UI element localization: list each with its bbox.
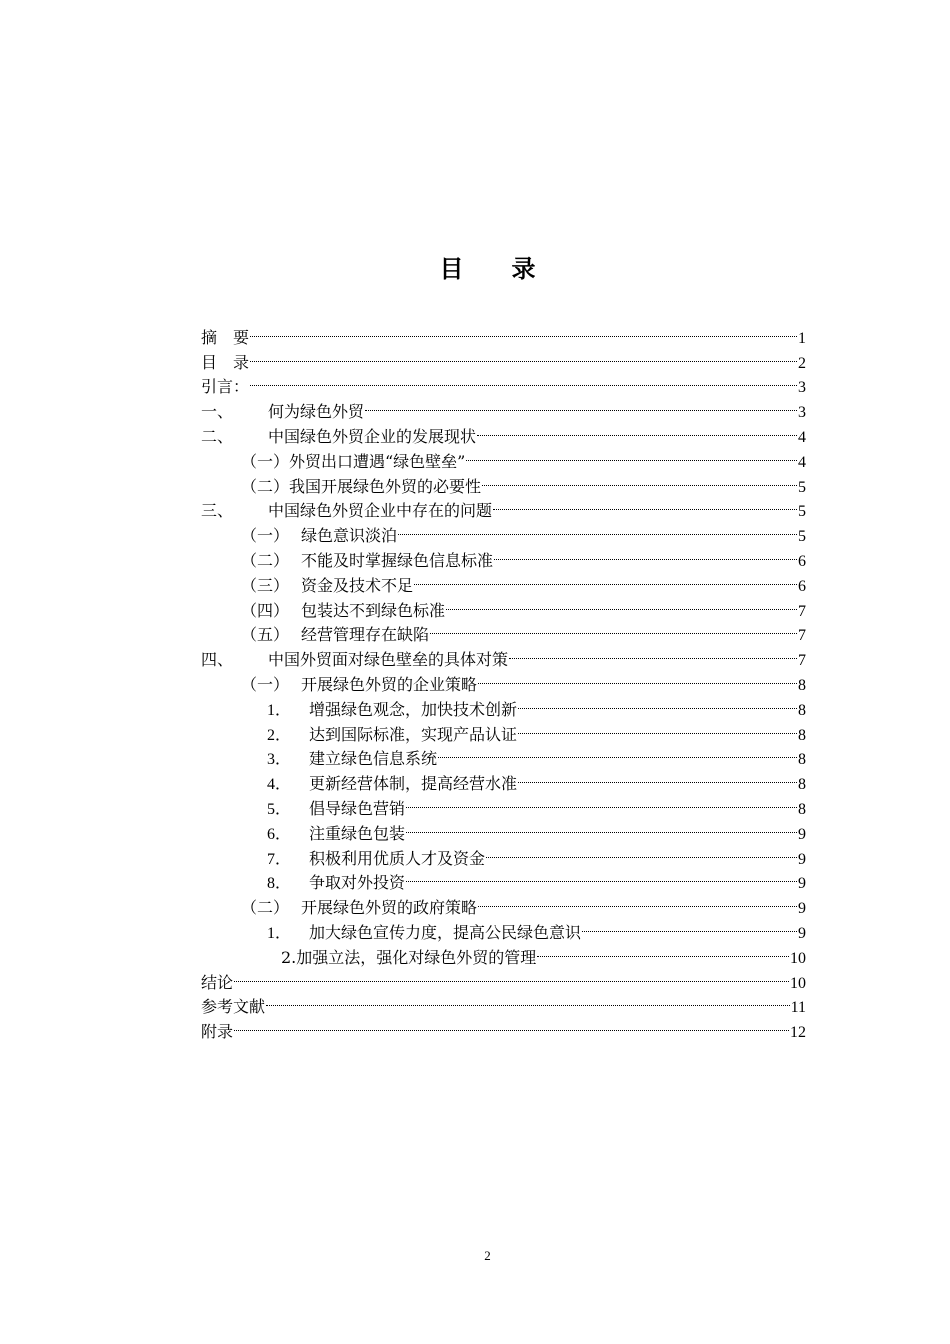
toc-entry-page: 8 xyxy=(798,676,806,694)
toc-entry-page: 8 xyxy=(798,776,806,794)
toc-dot-leader xyxy=(438,740,797,765)
toc-entry-number: （四） xyxy=(241,600,290,620)
toc-entry-label: 参考文献 xyxy=(201,997,266,1017)
toc-entry-number: （三） xyxy=(241,575,290,595)
toc-entry-number: （一） xyxy=(241,526,290,546)
toc-entry-number: 三、 xyxy=(201,501,234,521)
title-char-1: 目 xyxy=(439,255,464,283)
toc-dot-leader xyxy=(250,343,797,368)
toc-entry-label: 结论 xyxy=(201,972,234,992)
toc-dot-leader xyxy=(234,1012,789,1037)
toc-dot-leader xyxy=(365,392,797,417)
toc-entry-label: 绿色意识淡泊 xyxy=(301,526,398,546)
toc-entry-page: 8 xyxy=(798,701,806,719)
toc-dot-leader xyxy=(430,616,797,641)
toc-entry-label: 达到国际标准，实现产品认证 xyxy=(309,724,518,744)
toc-dot-leader xyxy=(406,814,797,839)
toc-entry-number: （一） xyxy=(241,674,290,694)
toc-entry-number: 1． xyxy=(267,924,292,942)
toc-entry-number: 8． xyxy=(267,875,292,893)
toc-entry-label: 增强绿色观念，加快技术创新 xyxy=(309,699,518,719)
toc-dot-leader xyxy=(466,442,797,467)
toc-entry-label: 包装达不到绿色标准 xyxy=(301,600,446,620)
toc-dot-leader xyxy=(250,368,797,393)
toc-entry-label: 开展绿色外贸的政府策略 xyxy=(301,898,478,918)
toc-entry-page: 6 xyxy=(798,577,806,595)
toc-dot-leader xyxy=(518,690,797,715)
toc-entry-label: 摘 要 xyxy=(201,327,250,347)
toc-entry[interactable] xyxy=(201,1012,806,1042)
toc-entry-page: 3 xyxy=(798,404,806,422)
toc-dot-leader xyxy=(406,789,797,814)
toc-entry-page: 5 xyxy=(798,528,806,546)
toc-entry-label: 倡导绿色营销 xyxy=(309,798,406,818)
toc-entry-page: 9 xyxy=(798,825,806,843)
toc-dot-leader xyxy=(482,467,797,492)
toc-entry-page: 8 xyxy=(798,751,806,769)
toc-dot-leader xyxy=(518,715,797,740)
toc-entry-label: 附录 xyxy=(201,1022,234,1042)
title-char-2: 录 xyxy=(511,255,536,283)
toc-entry-page: 5 xyxy=(798,478,806,496)
toc-entry-label: 中国绿色外贸企业的发展现状 xyxy=(268,426,477,446)
toc-entry-label: 2.加强立法，强化对绿色外贸的管理 xyxy=(281,947,537,967)
toc-dot-leader xyxy=(266,988,790,1013)
toc-dot-leader xyxy=(478,888,797,913)
toc-entry-number: （二） xyxy=(241,898,290,918)
toc-dot-leader xyxy=(406,864,797,889)
toc-entry-number: 5． xyxy=(267,800,292,818)
toc-entry[interactable] xyxy=(201,988,806,1017)
toc-entry-label: （二）我国开展绿色外贸的必要性 xyxy=(241,476,482,496)
toc-entry-label: 积极利用优质人才及资金 xyxy=(309,848,486,868)
toc-entry-page: 7 xyxy=(798,602,806,620)
toc-entry-label: 中国外贸面对绿色壁垒的具体对策 xyxy=(268,650,509,670)
toc-entry-label: 注重绿色包装 xyxy=(309,823,406,843)
toc-dot-leader xyxy=(234,963,789,988)
toc-entry-number: （五） xyxy=(241,625,290,645)
toc-entry-page: 4 xyxy=(798,453,806,471)
toc-entry-page: 9 xyxy=(798,875,806,893)
toc-entry-number: 1． xyxy=(267,701,292,719)
toc-dot-leader xyxy=(486,839,797,864)
toc-entry-label: 建立绿色信息系统 xyxy=(309,749,438,769)
toc-entry-label: 加大绿色宣传力度，提高公民绿色意识 xyxy=(309,922,582,942)
toc-entry-page: 11 xyxy=(790,999,806,1017)
toc-dot-leader xyxy=(414,566,797,591)
toc-entry-number: 6． xyxy=(267,825,292,843)
toc-entry-number: 7． xyxy=(267,850,292,868)
toc-entry-page: 4 xyxy=(798,428,806,446)
toc-entry-page: 10 xyxy=(790,974,806,992)
toc-entry-page: 10 xyxy=(790,949,806,967)
toc-entry-page: 8 xyxy=(798,800,806,818)
toc-entry-number: 四、 xyxy=(201,650,234,670)
toc-entry-page: 2 xyxy=(798,354,806,372)
toc-dot-leader xyxy=(582,913,797,938)
toc-entry-number: 二、 xyxy=(201,426,234,446)
toc-entry-page: 7 xyxy=(798,627,806,645)
table-of-contents xyxy=(201,318,806,1042)
toc-entry[interactable] xyxy=(201,392,806,422)
toc-entry-number: （二） xyxy=(241,550,290,570)
toc-entry-page: 5 xyxy=(798,503,806,521)
toc-dot-leader xyxy=(477,417,797,442)
toc-entry-number: 4． xyxy=(267,776,292,794)
page-title xyxy=(0,252,950,286)
toc-dot-leader xyxy=(398,516,797,541)
toc-dot-leader xyxy=(446,591,797,616)
toc-entry-label: 不能及时掌握绿色信息标准 xyxy=(301,550,494,570)
toc-entry-page: 8 xyxy=(798,726,806,744)
toc-entry-label: 目 录 xyxy=(201,352,250,372)
toc-entry-page: 9 xyxy=(798,850,806,868)
toc-entry[interactable] xyxy=(201,963,806,992)
toc-entry-label: （一）外贸出口遭遇“绿色壁垒” xyxy=(241,451,466,471)
toc-entry-page: 7 xyxy=(798,652,806,670)
toc-dot-leader xyxy=(494,541,797,566)
toc-entry-page: 9 xyxy=(798,900,806,918)
toc-entry-number: 2． xyxy=(267,726,292,744)
toc-entry-label: 中国绿色外贸企业中存在的问题 xyxy=(268,501,493,521)
toc-entry-number: 3． xyxy=(267,751,292,769)
toc-entry-label: 争取对外投资 xyxy=(309,873,406,893)
toc-entry[interactable] xyxy=(201,368,806,397)
toc-dot-leader xyxy=(518,764,797,789)
toc-entry-page: 9 xyxy=(798,924,806,942)
toc-entry-label: 何为绿色外贸 xyxy=(268,402,365,422)
toc-dot-leader xyxy=(478,665,797,690)
toc-entry-page: 3 xyxy=(798,379,806,397)
toc-entry-label: 资金及技术不足 xyxy=(301,575,414,595)
toc-entry-label: 经营管理存在缺陷 xyxy=(301,625,430,645)
toc-entry[interactable] xyxy=(201,343,806,372)
toc-entry-label: 更新经营体制，提高经营水准 xyxy=(309,774,518,794)
page-number: 2 xyxy=(484,1248,491,1263)
toc-entry-page: 1 xyxy=(798,329,806,347)
toc-dot-leader xyxy=(537,938,789,963)
toc-dot-leader xyxy=(493,492,797,517)
toc-entry-page: 6 xyxy=(798,552,806,570)
toc-entry-label: 引言： xyxy=(201,377,250,397)
toc-entry-label: 开展绿色外贸的企业策略 xyxy=(301,674,478,694)
toc-entry-number: 一、 xyxy=(201,402,234,422)
toc-dot-leader xyxy=(250,318,797,343)
toc-dot-leader xyxy=(509,640,797,665)
toc-entry[interactable] xyxy=(201,318,806,347)
toc-entry-page: 12 xyxy=(790,1024,806,1042)
